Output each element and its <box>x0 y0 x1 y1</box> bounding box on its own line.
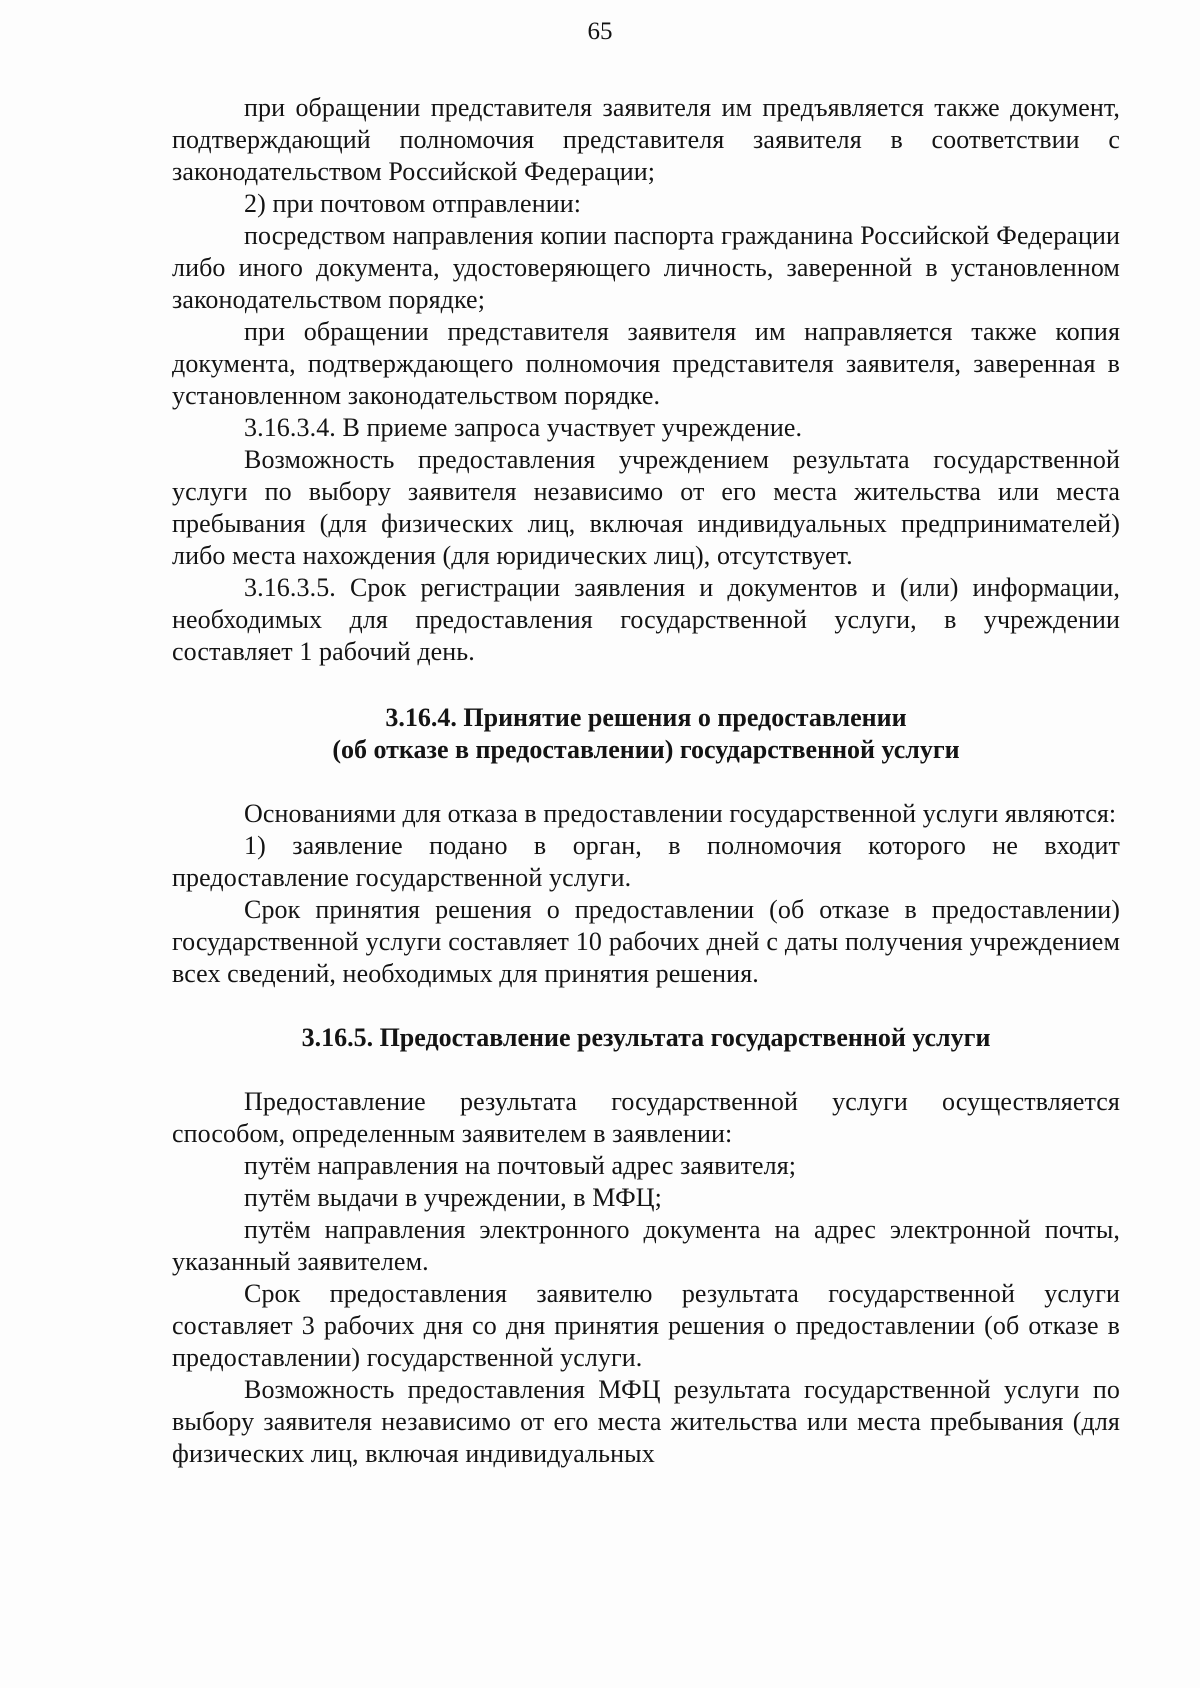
section-heading-line: 3.16.5. Предоставление результата государственной услуги <box>301 1023 991 1052</box>
paragraph: 1) заявление подано в орган, в полномочия которого не входит предоставление государственной услуги. <box>172 831 1120 892</box>
paragraph: Срок принятия решения о предоставлении (об отказе в предоставлении) государственной услуги составляет 10 рабочих дней с даты получения учреждением всех сведений, необходимых для принятия решения. <box>172 895 1120 988</box>
section-heading-3-16-5 <box>172 1022 1120 1054</box>
paragraph: путём направления электронного документа на адрес электронной почты, указанный заявителем. <box>172 1215 1120 1276</box>
paragraph: посредством направления копии паспорта гражданина Российской Федерации либо иного документа, удостоверяющего личность, заверенной в установленном законодательством порядке; <box>172 221 1120 314</box>
paragraph: путём направления на почтовый адрес заявителя; <box>244 1151 797 1180</box>
paragraph: 2) при почтовом отправлении: <box>244 189 582 218</box>
section-heading-line: (об отказе в предоставлении) государственной услуги <box>332 735 960 764</box>
page-number: 65 <box>587 18 613 45</box>
paragraph: Основаниями для отказа в предоставлении государственной услуги являются: <box>244 799 1117 828</box>
paragraph: путём выдачи в учреждении, в МФЦ; <box>244 1183 662 1212</box>
paragraph: 3.16.3.4. В приеме запроса участвует учреждение. <box>244 413 803 442</box>
paragraph: при обращении представителя заявителя им предъявляется также документ, подтверждающий полномочия представителя заявителя в соответствии с законодательством Российской Федерации; <box>172 93 1120 186</box>
paragraph: Предоставление результата государственной услуги осуществляется способом, определенным заявителем в заявлении: <box>172 1087 1120 1148</box>
paragraph: Срок предоставления заявителю результата государственной услуги составляет 3 рабочих дня со дня принятия решения о предоставлении (об отказе в предоставлении) государственной услуги. <box>172 1279 1120 1372</box>
paragraph: при обращении представителя заявителя им направляется также копия документа, подтверждающего полномочия представителя заявителя, заверенная в установленном законодательством порядке. <box>172 317 1120 410</box>
paragraph: Возможность предоставления учреждением результата государственной услуги по выбору заявителя независимо от его места жительства или места пребывания (для физических лиц, включая индивидуальных предпринимателей) либо места нахождения (для юридических лиц), отсутствует. <box>172 445 1120 570</box>
document-body <box>172 92 1120 1470</box>
paragraph: Возможность предоставления МФЦ результата государственной услуги по выбору заявителя независимо от его места жительства или места пребывания (для физических лиц, включая индивидуальных <box>172 1375 1120 1468</box>
section-heading-line: 3.16.4. Принятие решения о предоставлении <box>385 703 907 732</box>
paragraph: 3.16.3.5. Срок регистрации заявления и документов и (или) информации, необходимых для предоставления государственной услуги, в учреждении составляет 1 рабочий день. <box>172 573 1120 666</box>
section-heading-3-16-4 <box>172 702 1120 766</box>
